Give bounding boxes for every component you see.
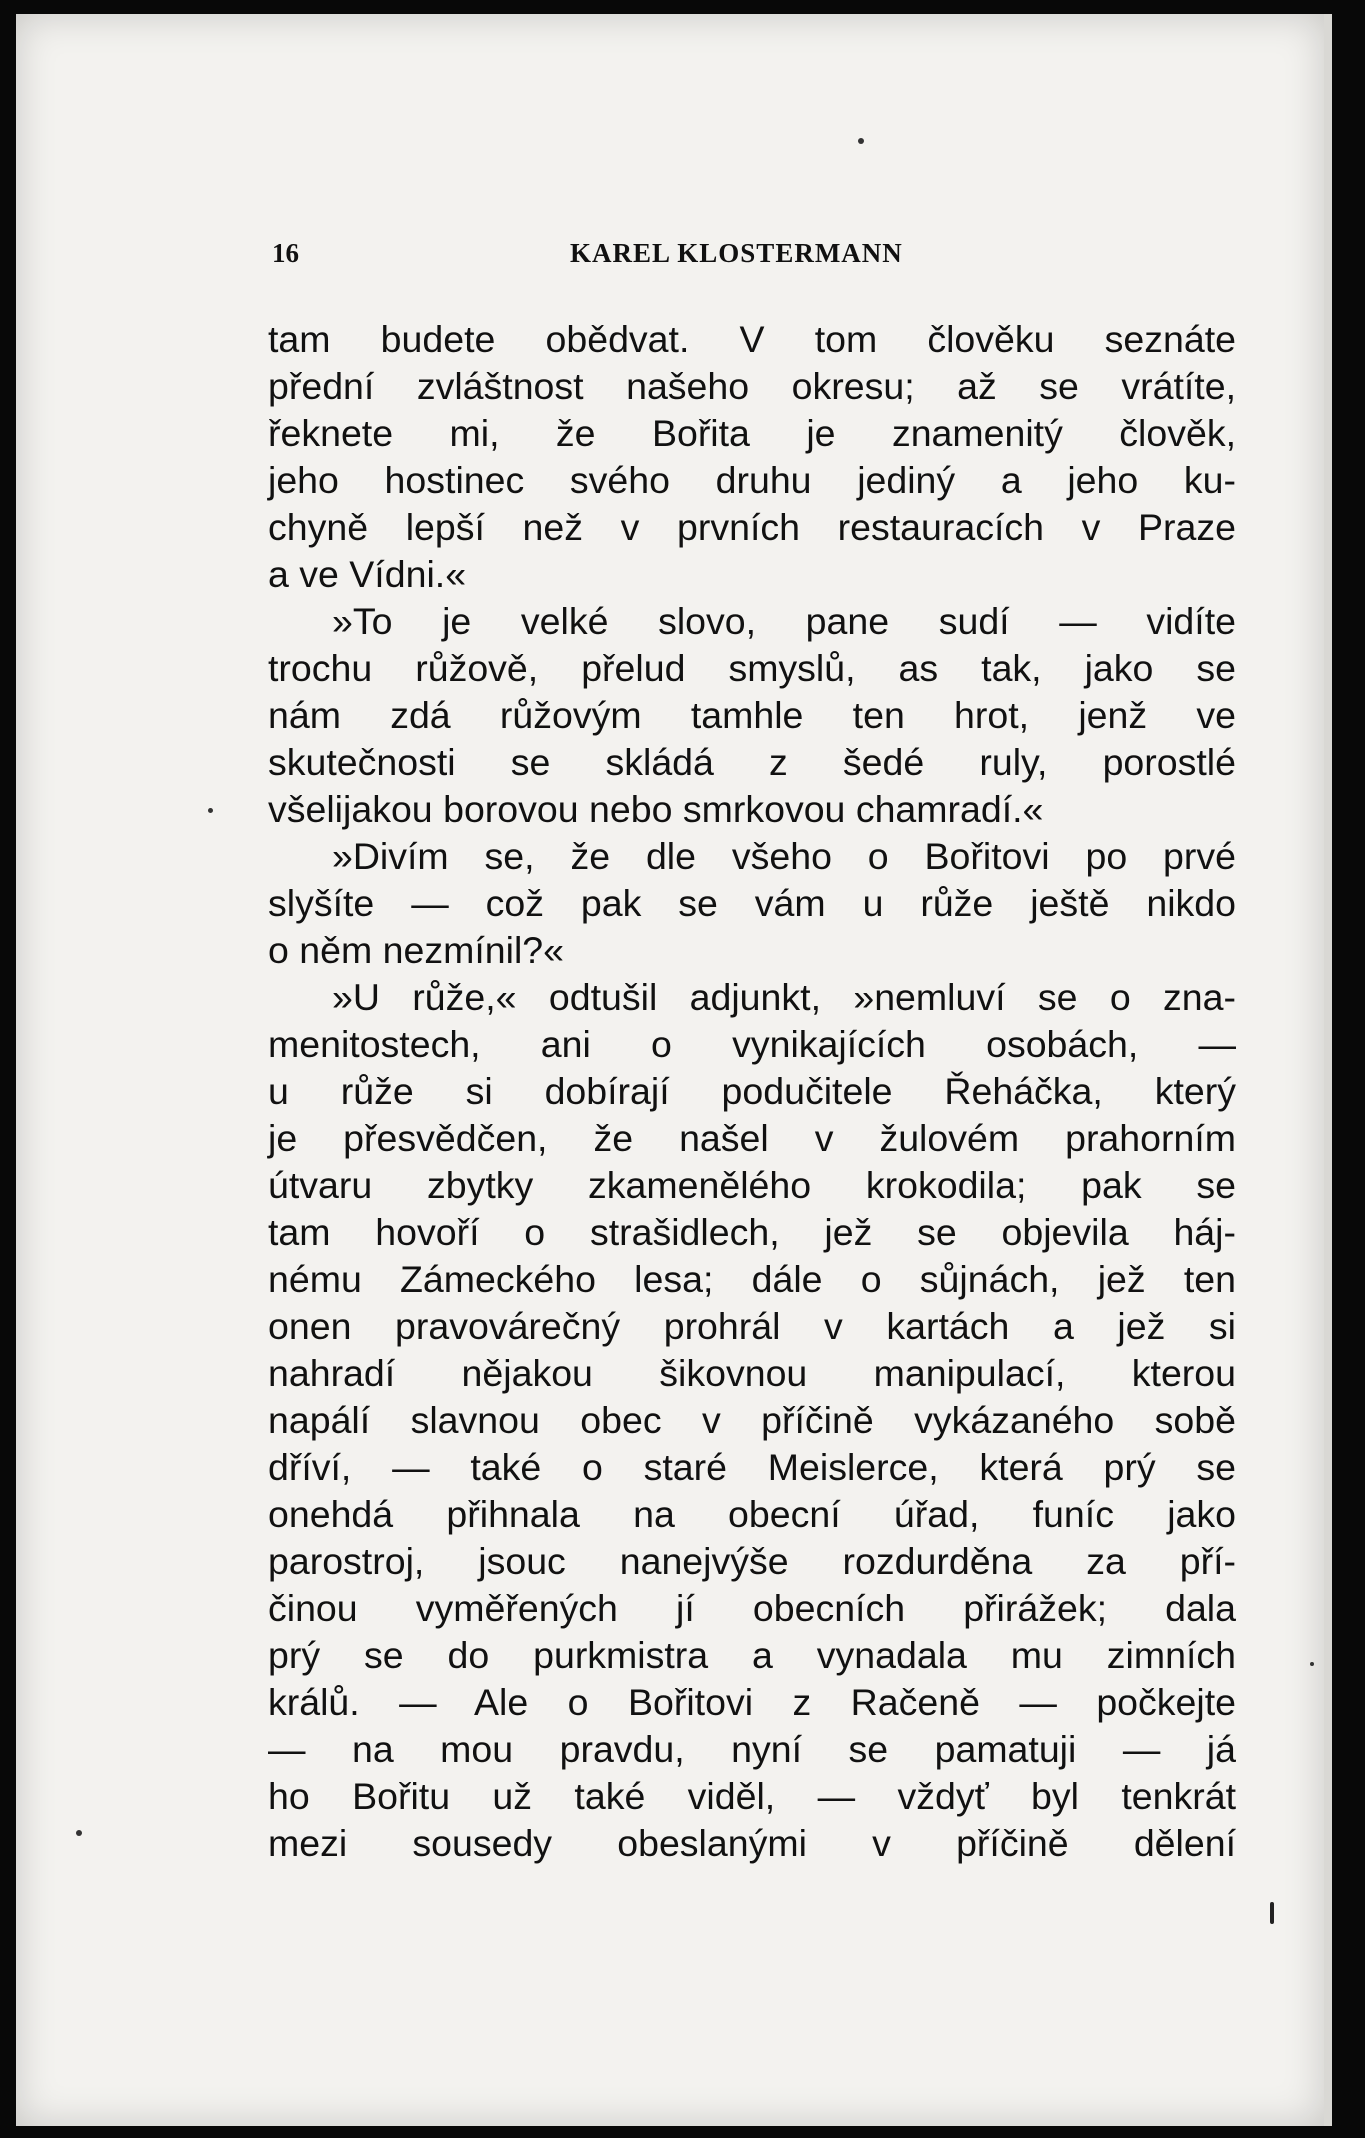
text-line: nám zdá růžovým tamhle ten hrot, jenž ve bbox=[268, 694, 1236, 736]
text-line: všelijakou borovou nebo smrkovou chamradí.« bbox=[268, 788, 1044, 830]
text-line: prý se do purkmistra a vynadala mu zimních bbox=[268, 1634, 1236, 1676]
text-line: činou vyměřených jí obecních přirážek; dala bbox=[268, 1587, 1236, 1629]
text-line: tam budete obědvat. V tom člověku seznáte bbox=[268, 318, 1236, 360]
text-line: ho Bořitu už také viděl, — vždyť byl tenkrát bbox=[268, 1775, 1236, 1817]
text-line: jeho hostinec svého druhu jediný a jeho ku- bbox=[268, 459, 1236, 501]
text-line: je přesvědčen, že našel v žulovém prahorním bbox=[268, 1117, 1236, 1159]
dust-speck bbox=[858, 138, 864, 144]
text-line: u růže si dobírají podučitele Řeháčka, který bbox=[268, 1070, 1236, 1112]
text-line: onehdá přihnala na obecní úřad, funíc jako bbox=[268, 1493, 1236, 1535]
text-line: králů. — Ale o Bořitovi z Račeně — počkejte bbox=[268, 1681, 1236, 1723]
text-line: onen pravovárečný prohrál v kartách a jež si bbox=[268, 1305, 1236, 1347]
text-line: skutečnosti se skládá z šedé ruly, porostlé bbox=[268, 741, 1236, 783]
body-text bbox=[268, 316, 1236, 1867]
text-line: chyně lepší než v prvních restauracích v Praze bbox=[268, 506, 1236, 548]
text-line: nahradí nějakou šikovnou manipulací, kterou bbox=[268, 1352, 1236, 1394]
dust-speck bbox=[1270, 1902, 1274, 1924]
text-line: nému Zámeckého lesa; dále o sůjnách, jež ten bbox=[268, 1258, 1236, 1300]
text-line: slyšíte — což pak se vám u růže ještě nikdo bbox=[268, 882, 1236, 924]
dust-speck bbox=[208, 808, 213, 813]
text-line: napálí slavnou obec v příčině vykázaného sobě bbox=[268, 1399, 1236, 1441]
text-line: »U růže,« odtušil adjunkt, »nemluví se o zna- bbox=[332, 976, 1236, 1018]
text-line: útvaru zbytky zkamenělého krokodila; pak se bbox=[268, 1164, 1236, 1206]
text-line: tam hovoří o strašidlech, jež se objevila háj- bbox=[268, 1211, 1236, 1253]
text-line: řeknete mi, že Bořita je znamenitý člověk, bbox=[268, 412, 1236, 454]
text-line: dříví, — také o staré Meislerce, která prý se bbox=[268, 1446, 1236, 1488]
page-edge bbox=[1324, 14, 1332, 2126]
text-line: mezi sousedy obeslanými v příčině dělení bbox=[268, 1822, 1236, 1864]
running-head: KAREL KLOSTERMANN bbox=[570, 238, 903, 268]
text-line: »Divím se, že dle všeho o Bořitovi po prvé bbox=[332, 835, 1236, 877]
page-number: 16 bbox=[272, 238, 299, 268]
text-line: parostroj, jsouc nanejvýše rozdurděna za pří- bbox=[268, 1540, 1236, 1582]
text-line: trochu růžově, přelud smyslů, as tak, jako se bbox=[268, 647, 1236, 689]
text-line: o něm nezmínil?« bbox=[268, 929, 564, 971]
page-header bbox=[272, 238, 952, 274]
text-line: přední zvláštnost našeho okresu; až se vrátíte, bbox=[268, 365, 1236, 407]
text-line: a ve Vídni.« bbox=[268, 553, 467, 595]
dust-speck bbox=[76, 1830, 82, 1836]
text-line: »To je velké slovo, pane sudí — vidíte bbox=[332, 600, 1236, 642]
text-line: — na mou pravdu, nyní se pamatuji — já bbox=[268, 1728, 1236, 1770]
text-line: menitostech, ani o vynikajících osobách, — bbox=[268, 1023, 1236, 1065]
dust-speck bbox=[1310, 1662, 1314, 1666]
